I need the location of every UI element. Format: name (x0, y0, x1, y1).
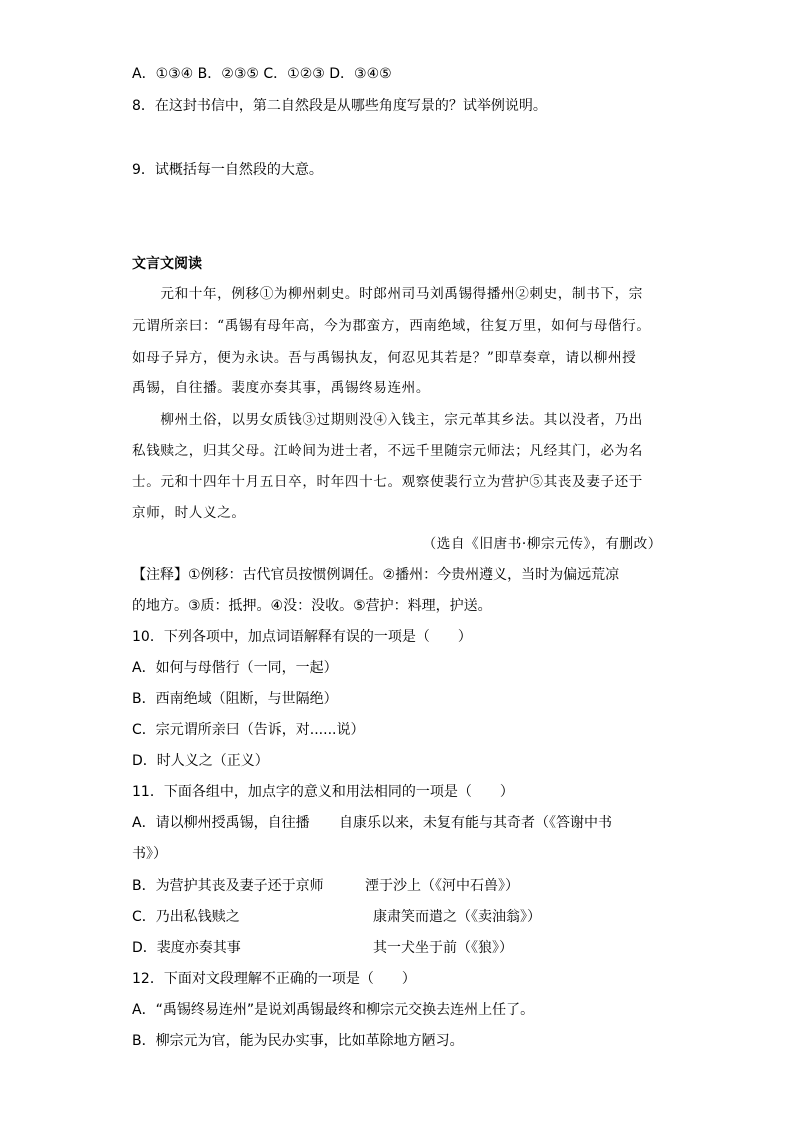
q10-option-b: B．西南绝域（阻断，与世隔绝） (132, 691, 338, 707)
passage-source: （选自《旧唐书·柳宗元传》，有删改） (422, 536, 662, 552)
passage-p2-line3: 士。元和十四年十月五日卒，时年四十七。观察使裴行立为营护⑤其丧及妻子还于 (132, 474, 643, 490)
question-10: 10．下列各项中，加点词语解释有误的一项是（ ） (132, 629, 472, 645)
q11-option-a-continued: 书》） (132, 846, 167, 862)
passage-p2-line2: 私钱赎之，归其父母。江岭间为进士者，不远千里随宗元师法；凡经其门，必为名 (132, 443, 643, 459)
passage-p1-line4: 禹锡，自往播。裴度亦奏其事，禹锡终易连州。 (132, 380, 431, 396)
q10-option-c: C．宗元谓所亲曰（告诉，对......说） (132, 722, 365, 738)
note-line1: 【注释】①例移：古代官员按惯例调任。②播州：今贵州遵义，当时为偏远荒凉 (132, 567, 620, 583)
q12-option-a: A．“禹锡终易连州”是说刘禹锡最终和柳宗元交换去连州上任了。 (132, 1002, 535, 1018)
question-8: 8．在这封书信中，第二自然段是从哪些角度写景的？试举例说明。 (132, 98, 547, 114)
passage-p2-line4: 京师，时人义之。 (132, 505, 246, 521)
section-title: 文言文阅读 (132, 256, 202, 272)
question-11: 11．下面各组中，加点字的意义和用法相同的一项是（ ） (132, 784, 514, 800)
q11-option-c-left: C．乃出私钱赎之 (132, 909, 240, 925)
q10-option-d: D．时人义之（正义） (132, 753, 269, 769)
q10-option-a: A．如何与母偕行（一同，一起） (132, 660, 338, 676)
passage-p1-line2: 元谓所亲曰：“禹锡有母年高，今为郡蛮方，西南绝域，往复万里，如何与母偕行。 (132, 318, 651, 334)
q11-option-a-right: 自康乐以来，未复有能与其奇者（《答谢中书 (339, 815, 612, 831)
q11-option-d-left: D．裴度亦奏其事 (132, 940, 241, 956)
note-line2: 的地方。③质：抵押。④没：没收。⑤营护：料理，护送。 (132, 598, 492, 614)
q11-option-b-right: 湮于沙上（《河中石兽》） (365, 878, 519, 894)
passage-p1-line1: 元和十年，例移①为柳州刺史。时郎州司马刘禹锡得播州②刺史，制书下，宗 (132, 286, 643, 302)
q12-option-b: B．柳宗元为官，能为民办实事，比如革除地方陋习。 (132, 1033, 464, 1049)
q7-options: A．①③④ B．②③⑤ C．①②③ D．③④⑤ (132, 66, 392, 82)
passage-p2-line1: 柳州土俗，以男女质钱③过期则没④入钱主，宗元革其乡法。其以没者，乃出 (132, 412, 643, 428)
q11-option-d-right: 其一犬坐于前（《狼》） (373, 940, 513, 956)
passage-p1-line3: 如母子异方，便为永诀。吾与禹锡执友，何忍见其若是？”即草奏章，请以柳州授 (132, 350, 637, 366)
q11-option-c-right: 康肃笑而遣之（《卖油翁》） (373, 909, 541, 925)
q11-option-b-left: B．为营护其丧及妻子还于京师 (132, 878, 324, 894)
q11-option-a-left: A．请以柳州授禹锡，自往播 (132, 815, 310, 831)
question-9: 9．试概括每一自然段的大意。 (132, 162, 323, 178)
question-12: 12．下面对文段理解不正确的一项是（ ） (132, 971, 416, 987)
